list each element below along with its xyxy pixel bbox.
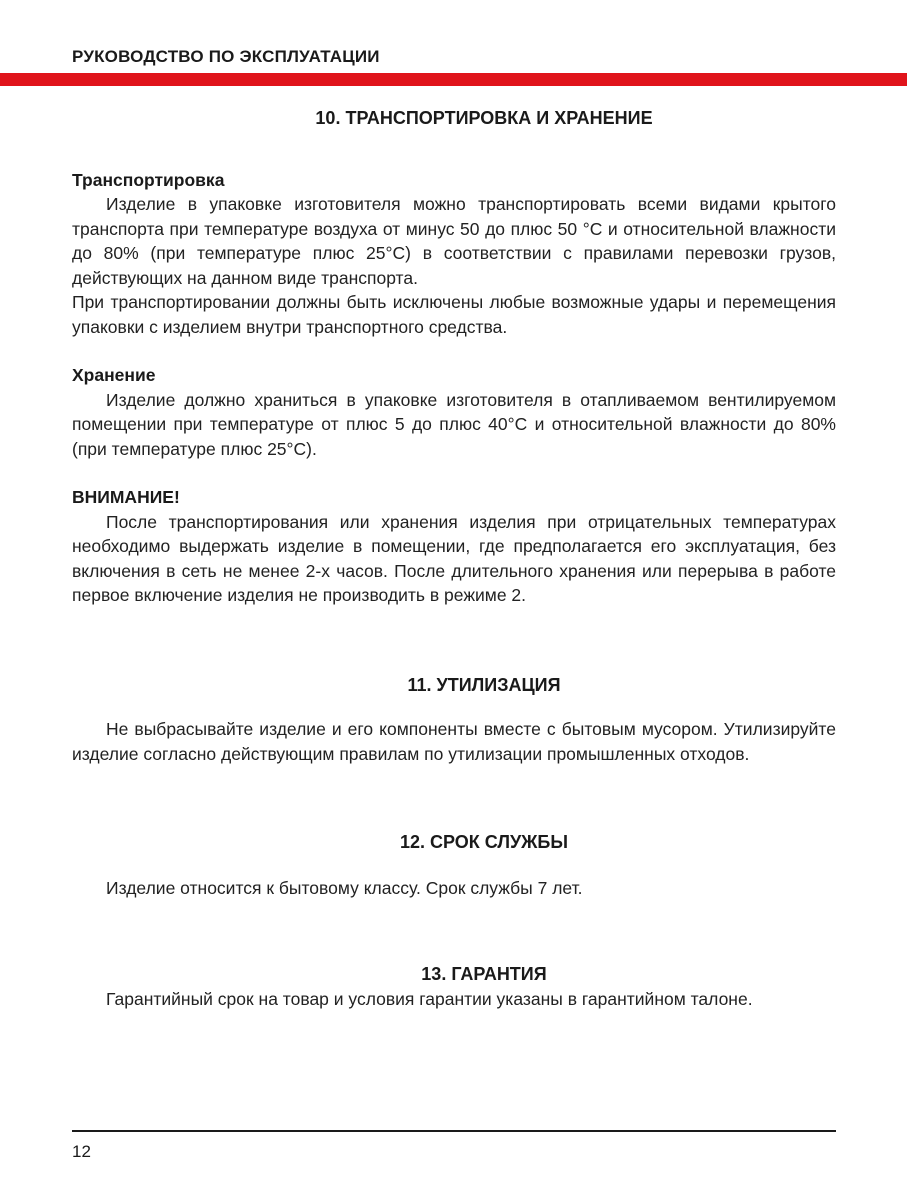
page-number: 12 (72, 1142, 91, 1161)
footer-divider (72, 1130, 836, 1132)
header-accent-bar (0, 73, 907, 86)
paragraph-storage-conditions: Изделие должно храниться в упаковке изготовителя в отапливаемом вентилируемом помещении при температуре от плюс 5 до плюс 40°С и относительной влажности до 80% (при температуре плюс 25°С). (72, 389, 836, 459)
section-title-warranty: 13. ГАРАНТИЯ (421, 964, 547, 984)
paragraph-warning: После транспортирования или хранения изделия при отрицательных температурах необходимо выдержать изделие в помещении, где предполагается его эксплуатация, без включения в сеть не менее 2-х часов. После длительного хранения или перерыва в работе первое включение изделия не производить в режиме 2. (72, 511, 836, 605)
paragraph-transport-conditions: Изделие в упаковке изготовителя можно транспортировать всеми видами крытого транспорта при температуре воздуха от минус 50 до плюс 50 °С и относительной влажности до 80% (при температуре плюс 25°С) в соответствии с правилами перевозки грузов, действующих на данном виде транспорта. (72, 194, 836, 288)
section-title-service-life: 12. СРОК СЛУЖБЫ (400, 832, 568, 852)
subheading-transport: Транспортировка (72, 169, 225, 190)
section-title-transport-storage: 10. ТРАНСПОРТИРОВКА И ХРАНЕНИЕ (315, 108, 653, 128)
paragraph-service-life: Изделие относится к бытовому классу. Срок службы 7 лет. (106, 877, 583, 898)
paragraph-transport-restrictions: При транспортировании должны быть исключены любые возможные удары и перемещения упаковки с изделием внутри транспортного средства. (72, 292, 836, 337)
page-content (72, 106, 836, 1011)
subheading-warning: ВНИМАНИЕ! (72, 487, 180, 507)
subheading-storage: Хранение (72, 365, 156, 385)
paragraph-warranty: Гарантийный срок на товар и условия гарантии указаны в гарантийном талоне. (106, 988, 753, 1009)
running-header-title: РУКОВОДСТВО ПО ЭКСПЛУАТАЦИИ (72, 47, 380, 66)
section-title-disposal: 11. УТИЛИЗАЦИЯ (407, 674, 561, 695)
paragraph-disposal: Не выбрасывайте изделие и его компоненты вместе с бытовым мусором. Утилизируйте изделие согласно действующим правилам по утилизации промышленных отходов. (72, 719, 836, 764)
